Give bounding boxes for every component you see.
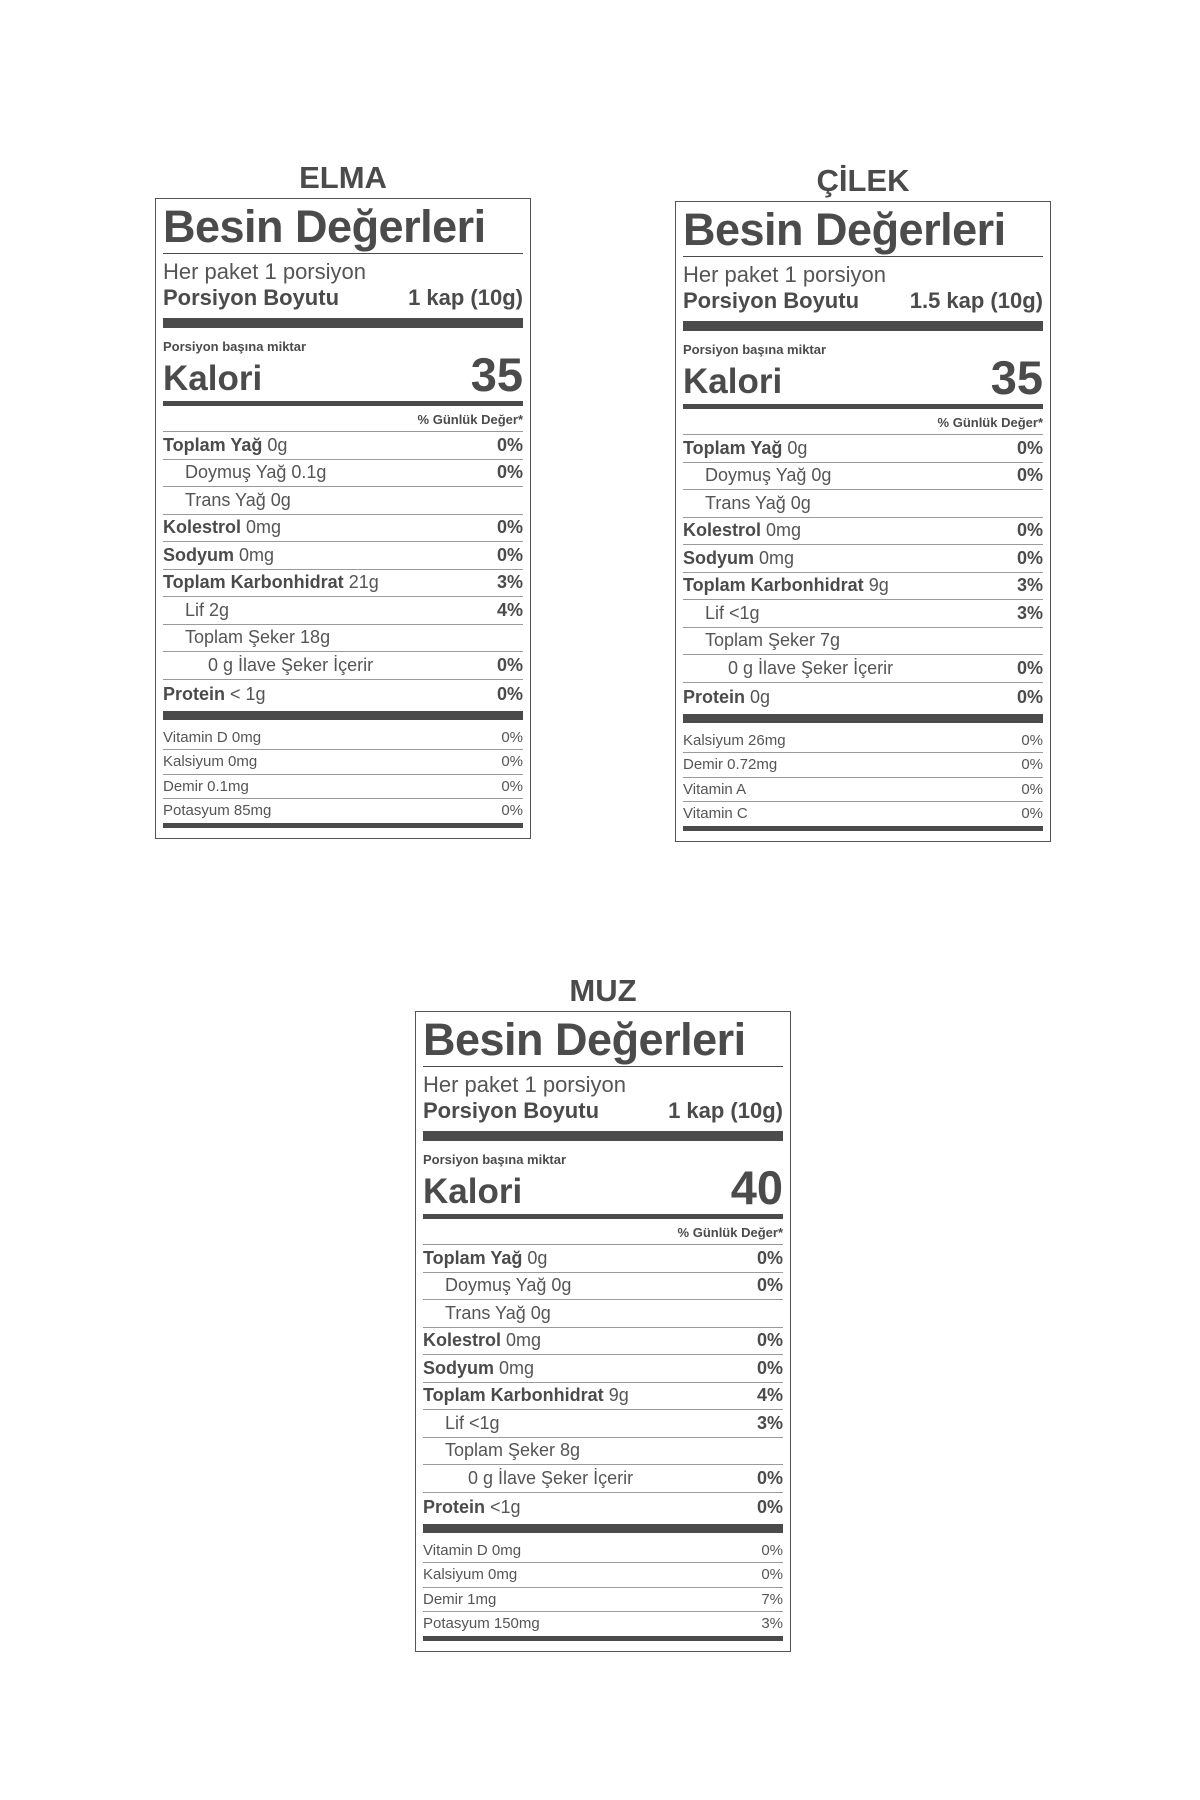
nutrient-row <box>423 1410 783 1438</box>
vitamin-daily-value: 0% <box>501 753 523 771</box>
vitamin-row <box>163 775 523 800</box>
nutrient-label-group <box>423 1358 534 1379</box>
nutrient-amount: 0mg <box>499 1357 535 1378</box>
divider-medium <box>423 1214 783 1219</box>
nutrient-row <box>683 655 1043 683</box>
nutrient-label-group <box>163 627 330 648</box>
nutrient-label-group <box>423 1497 521 1518</box>
nutrient-daily-value: 0% <box>756 1496 783 1517</box>
divider-bottom <box>423 1636 783 1641</box>
nutrient-amount: 0mg <box>506 1330 542 1351</box>
nutrient-label-group <box>163 600 229 621</box>
nutrition-facts-label <box>155 198 531 839</box>
nutrient-row <box>683 518 1043 546</box>
nutrient-row <box>683 628 1043 656</box>
vitamin-row <box>683 729 1043 754</box>
nutrient-amount: <1g <box>469 1412 500 1433</box>
vitamin-daily-value: 0% <box>1021 805 1043 823</box>
calories-label: Kalori <box>163 359 263 398</box>
nutrient-label-group <box>163 435 287 456</box>
divider-thick <box>423 1524 783 1533</box>
divider-thick <box>683 714 1043 723</box>
nutrient-row <box>423 1438 783 1466</box>
panel-title: ELMA <box>299 160 387 195</box>
nutrient-label-group <box>683 520 801 541</box>
nutrient-amount: 0mg <box>766 520 802 541</box>
nutrition-facts-label <box>415 1011 791 1652</box>
vitamin-label: Kalsiyum 0mg <box>423 1566 518 1584</box>
nutrient-daily-value: 0% <box>1016 437 1043 458</box>
vitamin-row <box>683 802 1043 826</box>
calories-label: Kalori <box>423 1172 523 1211</box>
vitamin-label: Vitamin D 0mg <box>423 1541 522 1559</box>
calories-row <box>163 348 523 401</box>
nutrient-name: Toplam Şeker 8g <box>445 1440 581 1461</box>
calories-row <box>683 351 1043 404</box>
nutrient-row <box>683 683 1043 712</box>
nutrient-row <box>423 1383 783 1411</box>
nutrient-row <box>423 1355 783 1383</box>
vitamin-label: Demir 0.1mg <box>163 777 249 795</box>
vitamin-label: Vitamin C <box>683 805 748 823</box>
calories-value: 35 <box>990 351 1043 404</box>
nutrient-label-group <box>423 1248 547 1269</box>
nutrient-label-group <box>423 1413 500 1434</box>
amount-per-serving: Porsiyon başına miktar <box>163 339 307 354</box>
nutrient-daily-value: 0% <box>756 1330 783 1351</box>
nutrient-label-group <box>683 493 811 514</box>
nutrient-amount: 0g <box>267 434 288 455</box>
nutrient-name: Kolestrol <box>423 1330 502 1351</box>
serving-size-value: 1 kap (10g) <box>668 1098 783 1123</box>
vitamin-daily-value: 0% <box>501 728 523 746</box>
nutrient-label-group <box>423 1385 629 1406</box>
nutrient-daily-value: 0% <box>496 434 523 455</box>
nutrient-row <box>163 570 523 598</box>
nutrient-daily-value: 0% <box>1016 465 1043 486</box>
nutrient-name: Toplam Şeker 18g <box>185 627 331 648</box>
nutrition-facts-label <box>675 201 1051 842</box>
label-header: Besin Değerleri <box>683 206 1043 257</box>
nutrient-amount: 0g <box>750 686 771 707</box>
divider-thick <box>163 711 523 720</box>
nutrient-label-group <box>683 658 893 679</box>
nutrient-daily-value: 0% <box>1016 547 1043 568</box>
nutrient-label-group <box>163 517 281 538</box>
nutrient-name: Trans Yağ 0g <box>445 1302 551 1323</box>
divider-medium <box>683 404 1043 409</box>
nutrient-name: 0 g İlave Şeker İçerir <box>208 654 374 675</box>
vitamin-label: Demir 0.72mg <box>683 756 778 774</box>
nutrient-daily-value: 0% <box>496 544 523 565</box>
nutrient-daily-value: 0% <box>756 1247 783 1268</box>
nutrient-daily-value: 3% <box>496 572 523 593</box>
divider-medium <box>163 401 523 406</box>
vitamin-label: Vitamin A <box>683 780 747 798</box>
nutrient-daily-value: 3% <box>1016 602 1043 623</box>
vitamin-daily-value: 0% <box>761 1541 783 1559</box>
daily-value-header: % Günlük Değer* <box>683 414 1043 435</box>
nutrient-amount: 0g <box>787 437 808 458</box>
servings-per-container: Her paket 1 porsiyon <box>423 1072 626 1097</box>
nutrient-label-group <box>423 1440 580 1461</box>
nutrient-name: Sodyum <box>683 547 755 568</box>
nutrient-label-group <box>683 630 840 651</box>
vitamin-label: Vitamin D 0mg <box>163 728 262 746</box>
nutrient-row <box>423 1328 783 1356</box>
nutrient-row <box>683 600 1043 628</box>
nutrient-row <box>163 542 523 570</box>
vitamin-daily-value: 7% <box>761 1590 783 1608</box>
nutrient-row <box>423 1273 783 1301</box>
panel-title: MUZ <box>569 973 637 1008</box>
nutrient-name: Protein <box>423 1496 486 1517</box>
nutrient-name: Toplam Karbonhidrat <box>683 575 864 596</box>
serving-size-row <box>423 1098 783 1124</box>
nutrient-row <box>683 545 1043 573</box>
vitamin-daily-value: 0% <box>1021 780 1043 798</box>
vitamin-daily-value: 0% <box>761 1566 783 1584</box>
nutrient-daily-value: 0% <box>496 683 523 704</box>
nutrient-label-group <box>163 545 274 566</box>
vitamin-daily-value: 0% <box>501 777 523 795</box>
nutrient-daily-value: 0% <box>496 462 523 483</box>
vitamin-label: Potasyum 85mg <box>163 802 272 820</box>
nutrient-amount: 21g <box>348 572 379 593</box>
nutrient-amount: 0mg <box>246 517 282 538</box>
nutrient-name: Trans Yağ 0g <box>705 492 811 513</box>
nutrient-daily-value: 0% <box>1016 657 1043 678</box>
nutrient-label-group <box>163 684 266 705</box>
nutrient-amount: 9g <box>868 575 889 596</box>
nutrient-row <box>423 1300 783 1328</box>
nutrient-name: Kolestrol <box>163 517 242 538</box>
divider-thick <box>423 1131 783 1141</box>
label-header: Besin Değerleri <box>423 1016 783 1067</box>
vitamin-row <box>163 799 523 823</box>
nutrient-label-group <box>683 548 794 569</box>
nutrient-daily-value: 0% <box>1016 520 1043 541</box>
nutrient-daily-value: 3% <box>1016 575 1043 596</box>
nutrient-row <box>163 625 523 653</box>
nutrient-label-group <box>423 1303 551 1324</box>
nutrient-row <box>163 680 523 709</box>
vitamin-daily-value: 0% <box>1021 756 1043 774</box>
nutrient-name: Toplam Yağ <box>423 1247 523 1268</box>
nutrient-amount: 0mg <box>759 547 795 568</box>
serving-size-value: 1.5 kap (10g) <box>909 288 1043 313</box>
serving-size-value: 1 kap (10g) <box>408 285 523 310</box>
divider-bottom <box>683 826 1043 831</box>
nutrient-label-group <box>423 1275 571 1296</box>
vitamin-daily-value: 0% <box>1021 731 1043 749</box>
nutrient-daily-value: 0% <box>756 1357 783 1378</box>
calories-value: 40 <box>730 1161 783 1214</box>
nutrient-amount: 0g <box>527 1247 548 1268</box>
serving-size-label: Porsiyon Boyutu <box>423 1098 600 1123</box>
nutrient-name: Doymuş Yağ 0g <box>705 465 832 486</box>
nutrient-label-group <box>423 1468 633 1489</box>
amount-per-serving: Porsiyon başına miktar <box>423 1152 567 1167</box>
nutrient-name: Lif <1g <box>705 602 760 623</box>
vitamin-label: Kalsiyum 0mg <box>163 753 258 771</box>
serving-size-label: Porsiyon Boyutu <box>683 288 860 313</box>
nutrient-row <box>683 573 1043 601</box>
nutrition-panel <box>675 163 1051 842</box>
nutrient-name: Doymuş Yağ 0g <box>445 1275 572 1296</box>
nutrient-label-group <box>683 687 770 708</box>
vitamin-label: Potasyum 150mg <box>423 1615 540 1633</box>
nutrient-name: Lif <box>445 1412 465 1433</box>
vitamin-row <box>423 1612 783 1636</box>
vitamin-row <box>423 1588 783 1613</box>
nutrient-row <box>163 460 523 488</box>
divider-bottom <box>163 823 523 828</box>
vitamin-row <box>423 1539 783 1564</box>
nutrient-label-group <box>163 462 326 483</box>
nutrient-name: Doymuş Yağ 0.1g <box>185 462 327 483</box>
nutrient-daily-value: 4% <box>756 1385 783 1406</box>
nutrient-amount: 0mg <box>239 544 275 565</box>
nutrient-row <box>683 490 1043 518</box>
nutrient-amount: <1g <box>490 1496 521 1517</box>
nutrient-row <box>423 1245 783 1273</box>
nutrient-label-group <box>423 1330 541 1351</box>
daily-value-header: % Günlük Değer* <box>163 411 523 432</box>
nutrient-name: Toplam Yağ <box>163 434 263 455</box>
nutrition-panel <box>415 973 791 1652</box>
nutrient-label-group <box>163 490 291 511</box>
nutrient-label-group <box>683 438 807 459</box>
serving-size-row <box>683 288 1043 314</box>
nutrient-daily-value: 4% <box>496 599 523 620</box>
nutrient-daily-value: 0% <box>496 654 523 675</box>
vitamin-daily-value: 3% <box>761 1615 783 1633</box>
nutrient-name: Trans Yağ 0g <box>185 489 291 510</box>
calories-value: 35 <box>470 348 523 401</box>
vitamin-row <box>683 778 1043 803</box>
nutrient-row <box>683 463 1043 491</box>
nutrient-amount: < 1g <box>230 683 266 704</box>
nutrient-daily-value: 0% <box>756 1275 783 1296</box>
servings-per-container: Her paket 1 porsiyon <box>163 259 366 284</box>
nutrient-daily-value: 0% <box>1016 686 1043 707</box>
vitamin-row <box>163 750 523 775</box>
nutrient-label-group <box>683 603 760 624</box>
divider-thick <box>683 321 1043 331</box>
nutrient-row <box>163 652 523 680</box>
nutrient-row <box>163 432 523 460</box>
vitamin-row <box>683 753 1043 778</box>
nutrient-daily-value: 3% <box>756 1412 783 1433</box>
nutrient-name: Sodyum <box>163 544 235 565</box>
serving-size-label: Porsiyon Boyutu <box>163 285 340 310</box>
nutrient-name: Toplam Yağ <box>683 437 783 458</box>
nutrition-panel <box>155 160 531 839</box>
nutrient-row <box>163 515 523 543</box>
nutrient-name: Protein <box>683 686 746 707</box>
nutrient-row <box>163 487 523 515</box>
calories-row <box>423 1161 783 1214</box>
nutrient-row <box>423 1465 783 1493</box>
nutrient-label-group <box>683 465 831 486</box>
nutrient-daily-value: 0% <box>496 517 523 538</box>
nutrient-daily-value: 0% <box>756 1467 783 1488</box>
vitamin-label: Demir 1mg <box>423 1590 497 1608</box>
daily-value-header: % Günlük Değer* <box>423 1224 783 1245</box>
nutrient-name: 0 g İlave Şeker İçerir <box>468 1467 634 1488</box>
nutrient-row <box>423 1493 783 1522</box>
nutrient-name: Kolestrol <box>683 520 762 541</box>
divider-thick <box>163 318 523 328</box>
nutrient-name: Toplam Karbonhidrat <box>163 572 344 593</box>
panel-title: ÇİLEK <box>816 163 910 198</box>
vitamin-label: Kalsiyum 26mg <box>683 731 786 749</box>
nutrient-label-group <box>163 655 373 676</box>
nutrient-label-group <box>683 575 889 596</box>
nutrient-label-group <box>163 572 379 593</box>
serving-size-row <box>163 285 523 311</box>
nutrient-name: Sodyum <box>423 1357 495 1378</box>
nutrient-row <box>163 597 523 625</box>
nutrient-name: Toplam Şeker 7g <box>705 630 841 651</box>
calories-label: Kalori <box>683 362 783 401</box>
label-header: Besin Değerleri <box>163 203 523 254</box>
nutrient-name: Lif 2g <box>185 599 230 620</box>
servings-per-container: Her paket 1 porsiyon <box>683 262 886 287</box>
nutrient-name: 0 g İlave Şeker İçerir <box>728 657 894 678</box>
nutrient-name: Protein <box>163 683 226 704</box>
vitamin-row <box>163 726 523 751</box>
nutrient-name: Toplam Karbonhidrat <box>423 1385 604 1406</box>
vitamin-row <box>423 1563 783 1588</box>
nutrient-amount: 9g <box>608 1385 629 1406</box>
nutrient-row <box>683 435 1043 463</box>
amount-per-serving: Porsiyon başına miktar <box>683 342 827 357</box>
vitamin-daily-value: 0% <box>501 802 523 820</box>
